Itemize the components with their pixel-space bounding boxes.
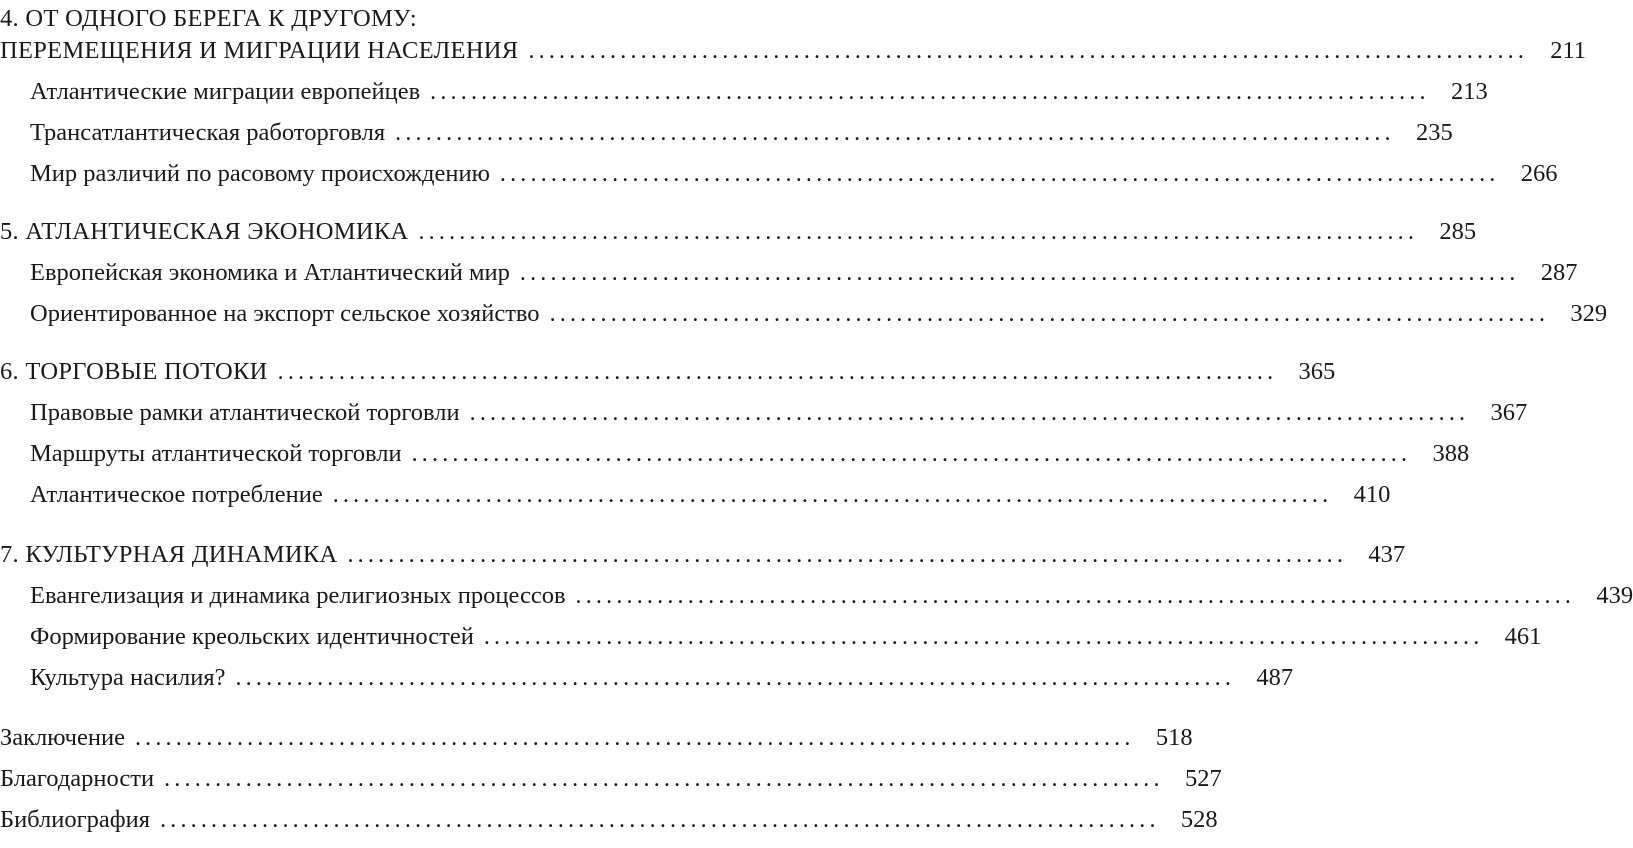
entry-label: Маршруты атлантической торговли (30, 440, 402, 467)
dot-leader: .................................................................................................. (549, 301, 1550, 327)
toc-entry-conclusion[interactable] (0, 721, 1193, 755)
dot-leader: .................................................................................................. (160, 807, 1160, 833)
entry-label: Правовые рамки атлантической торговли (30, 399, 460, 426)
toc-entry[interactable] (30, 620, 1542, 654)
entry-label: Европейская экономика и Атлантический мир (30, 259, 510, 286)
entry-page: 266 (1520, 160, 1558, 187)
entry-label: Формирование креольских идентичностей (30, 623, 474, 650)
chapter-6-title: 6. ТОРГОВЫЕ ПОТОКИ (0, 358, 268, 385)
dot-leader: .................................................................................................. (469, 400, 1470, 426)
entry-page: 329 (1570, 300, 1608, 327)
toc-entry[interactable] (30, 396, 1528, 430)
entry-label: Атлантическое потребление (30, 481, 323, 508)
entry-page: 367 (1490, 399, 1528, 426)
dot-leader: .................................................................................................. (395, 120, 1395, 146)
toc-entry-acknowledgements[interactable] (0, 762, 1222, 796)
toc-entry-bibliography[interactable] (0, 803, 1218, 837)
chapter-4-entry[interactable] (0, 34, 1587, 68)
toc-entry[interactable] (30, 661, 1294, 695)
dot-leader: .................................................................................................. (499, 161, 1500, 187)
entry-page: 461 (1504, 623, 1542, 650)
entry-label: Евангелизация и динамика религиозных процессов (30, 582, 566, 609)
toc-entry[interactable] (30, 75, 1488, 109)
dot-leader: .................................................................................................. (483, 624, 1484, 650)
dot-leader: .................................................................................................. (164, 766, 1164, 792)
chapter-7-page: 437 (1368, 541, 1406, 568)
toc-entry[interactable] (30, 116, 1453, 150)
entry-label: Трансатлантическая работорговля (30, 119, 386, 146)
chapter-6-entry[interactable] (0, 355, 1336, 389)
toc-entry[interactable] (30, 297, 1608, 331)
entry-page: 487 (1256, 664, 1294, 691)
entry-label: Мир различий по расовому происхождению (30, 160, 490, 187)
entry-page: 410 (1353, 481, 1391, 508)
chapter-4-title-line1: 4. ОТ ОДНОГО БЕРЕГА К ДРУГОМУ: (0, 5, 417, 32)
entry-label: Заключение (0, 724, 125, 751)
entry-page: 528 (1180, 806, 1218, 833)
entry-page: 287 (1540, 259, 1578, 286)
dot-leader: .................................................................................................. (134, 725, 1135, 751)
chapter-7-entry[interactable] (0, 538, 1406, 572)
entry-label: Благодарности (0, 765, 155, 792)
chapter-4-page: 211 (1550, 37, 1587, 64)
toc-entry[interactable] (30, 478, 1391, 512)
dot-leader: .................................................................................................. (519, 260, 1520, 286)
entry-page: 439 (1596, 582, 1633, 609)
dot-leader: .................................................................................................. (332, 482, 1333, 508)
toc-entry[interactable] (30, 256, 1578, 290)
chapter-5-title: 5. АТЛАНТИЧЕСКАЯ ЭКОНОМИКА (0, 218, 409, 245)
entry-page: 527 (1184, 765, 1222, 792)
chapter-7-title: 7. КУЛЬТУРНАЯ ДИНАМИКА (0, 541, 338, 568)
entry-page: 213 (1451, 78, 1488, 105)
chapter-5-entry[interactable] (0, 215, 1477, 249)
entry-label: Ориентированное на экспорт сельское хозяйство (30, 300, 540, 327)
chapter-5-page: 285 (1439, 218, 1477, 245)
entry-label: Библиография (0, 806, 151, 833)
dot-leader: .................................................................................................. (235, 665, 1236, 691)
dot-leader: .................................................................................................. (347, 542, 1348, 568)
entry-page: 388 (1432, 440, 1470, 467)
dot-leader: .................................................................................................. (575, 583, 1576, 609)
dot-leader: .................................................................................................. (418, 219, 1419, 245)
entry-label: Атлантические миграции европейцев (30, 78, 421, 105)
dot-leader: .................................................................................................. (430, 79, 1430, 105)
dot-leader: .................................................................................................. (277, 359, 1278, 385)
toc-entry[interactable] (30, 157, 1558, 191)
entry-page: 518 (1155, 724, 1193, 751)
entry-page: 235 (1415, 119, 1453, 146)
toc-entry[interactable] (30, 579, 1633, 613)
chapter-4-title-line2: ПЕРЕМЕЩЕНИЯ И МИГРАЦИИ НАСЕЛЕНИЯ (0, 37, 519, 64)
toc-entry[interactable] (30, 437, 1470, 471)
dot-leader: .................................................................................................. (528, 38, 1529, 64)
entry-label: Культура насилия? (30, 664, 226, 691)
chapter-6-page: 365 (1298, 358, 1336, 385)
dot-leader: .................................................................................................. (411, 441, 1412, 467)
